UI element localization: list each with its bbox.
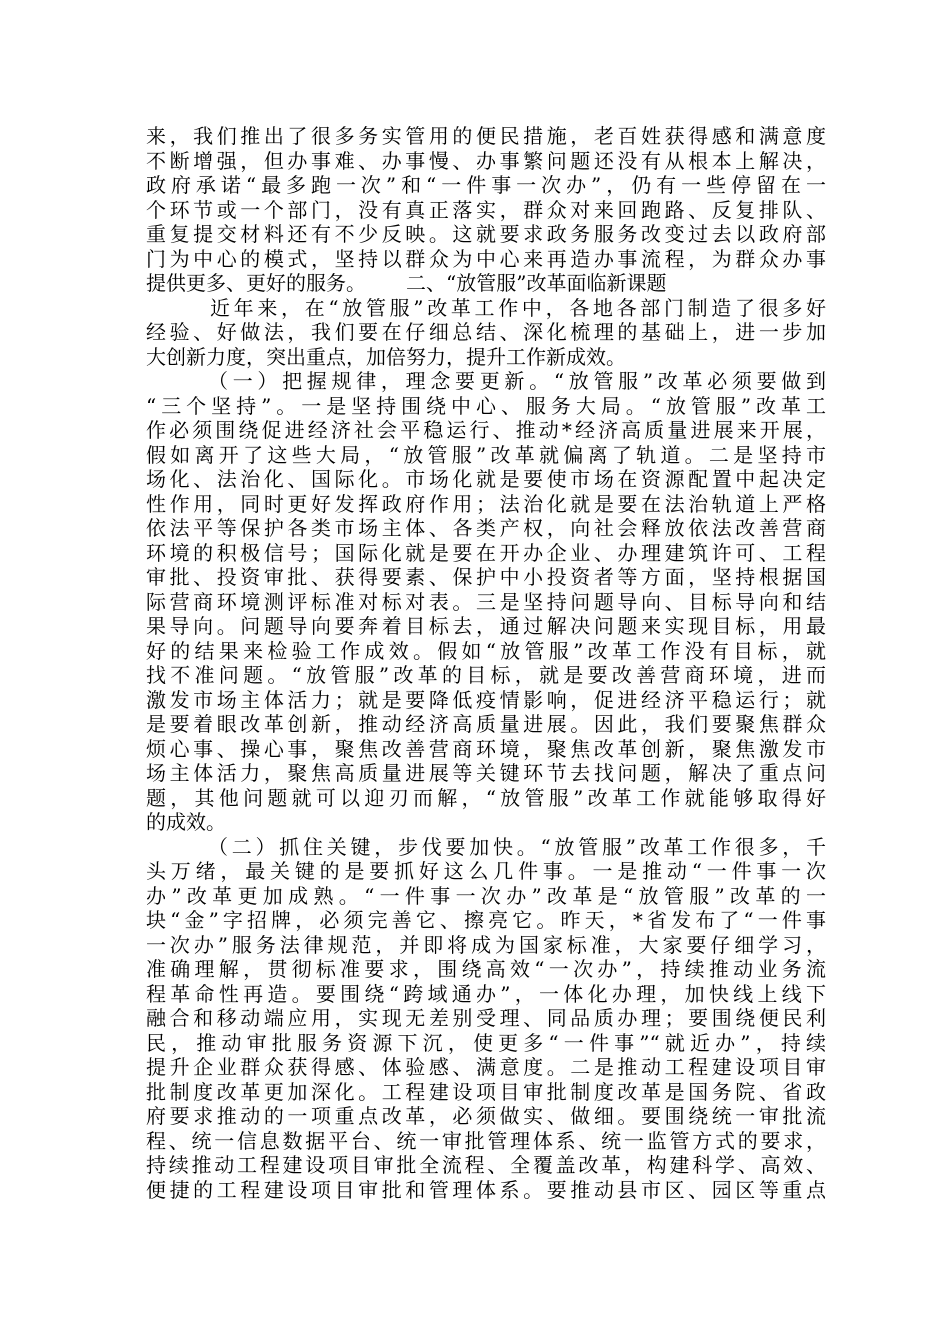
section-heading: 二、“放管服”改革面临新课题: [406, 271, 667, 295]
text-line: 一次办”服务法律规范，并即将成为国家标准，大家要仔细学习，: [146, 932, 826, 957]
text-line: 审批、投资审批、获得要素、保护中小投资者等方面，坚持根据国: [146, 565, 826, 589]
text-line: 批制度改革更加深化。工程建设项目审批制度改革是国务院、省政: [146, 1079, 826, 1104]
document-page: [146, 124, 826, 1202]
text-line: 场化、法治化、国际化。市场化就是要使市场在资源配置中起决定: [146, 467, 826, 491]
text-line: 好的结果来检验工作成效。假如“放管服”改革工作没有目标，就: [146, 638, 826, 663]
text-line: 办”改革更加成熟。“一件事一次办”改革是“放管服”改革的一: [146, 883, 826, 908]
text-line: 持续推动工程建设项目审批全流程、全覆盖改革，构建科学、高效、: [146, 1153, 826, 1177]
text-line: 程革命性再造。要围绕“跨域通办”，一体化办理，加快线上线下: [146, 981, 826, 1006]
text-line: 题，其他问题就可以迎刃而解，“放管服”改革工作就能够取得好: [146, 785, 826, 810]
text-line: 的成效。: [146, 810, 226, 834]
text-line: 准确理解，贯彻标准要求，围绕高效“一次办”，持续推动业务流: [146, 957, 826, 981]
text-line-with-heading: [146, 271, 826, 296]
text-line: 政府承诺“最多跑一次”和“一件事一次办”，仍有一些停留在一: [146, 173, 826, 197]
text-line: 大创新力度，突出重点，加倍努力，提升工作新成效。: [146, 344, 626, 369]
text-line: 烦心事、操心事，聚焦改善营商环境，聚焦改革创新，聚焦激发市: [146, 736, 826, 761]
text-line: 来，我们推出了很多务实管用的便民措施，老百姓获得感和满意度: [146, 124, 826, 148]
text-line: 假如离开了这些大局，“放管服”改革就偏离了轨道。二是坚持市: [146, 442, 826, 467]
text-line: 便捷的工程建设项目审批和管理体系。要推动县市区、园区等重点: [146, 1177, 826, 1202]
paragraph-new-challenges: [146, 296, 826, 370]
text-line: 经验、好做法，我们要在仔细总结、深化梳理的基础上，进一步加: [146, 320, 826, 344]
text-line: 融合和移动端应用，实现无差别受理、同品质办理；要围绕便民利: [146, 1006, 826, 1030]
text-line: 门为中心的模式，坚持以群众为中心来再造办事流程，为群众办事: [146, 246, 826, 271]
text-line: 不断增强，但办事难、办事慢、办事繁问题还没有从根本上解决，: [146, 148, 826, 173]
text-fragment: 提供更多、更好的服务。: [146, 271, 366, 295]
text-line: 际营商环境测评标准对标对表。三是坚持问题导向、目标导向和结: [146, 589, 826, 614]
text-line: “三个坚持”。一是坚持围绕中心、服务大局。“放管服”改革工: [146, 393, 826, 418]
text-line: 提升企业群众获得感、体验感、满意度。二是推动工程建设项目审: [146, 1055, 826, 1079]
text-line: 重复提交材料还有不少反映。这就要求政务服务改变过去以政府部: [146, 222, 826, 246]
text-line: （一）把握规律，理念要更新。“放管服”改革必须要做到: [208, 369, 826, 393]
text-line: 性作用，同时更好发挥政府作用；法治化就是要在法治轨道上严格: [146, 491, 826, 516]
text-line: 是要着眼改革创新，推动经济高质量进展。因此，我们要聚焦群众: [146, 712, 826, 736]
text-line: 块“金”字招牌，必须完善它、擦亮它。昨天，*省发布了“一件事: [146, 908, 826, 932]
text-line: 个环节或一个部门，没有真正落实，群众对来回跑路、反复排队、: [146, 197, 826, 222]
paragraph-grasp-rules: [146, 369, 826, 835]
text-line: 依法平等保护各类市场主体、各类产权，向社会释放依法改善营商: [146, 516, 826, 540]
text-line: 近年来，在“放管服”改革工作中，各地各部门制造了很多好: [210, 295, 826, 320]
text-line: 作必须围绕促进经济社会平稳运行、推动*经济高质量进展来开展，: [146, 418, 826, 442]
text-line: 激发市场主体活力；就是要降低疫情影响，促进经济平稳运行；就: [146, 687, 826, 712]
text-line: 民，推动审批服务资源下沉，使更多“一件事”“就近办”，持续: [146, 1030, 826, 1055]
paragraph-seize-key: [146, 835, 826, 1203]
text-line: （二）抓住关键，步伐要加快。“放管服”改革工作很多，千: [208, 834, 826, 859]
text-line: 找不准问题。“放管服”改革的目标，就是要改善营商环境，进而: [146, 663, 826, 687]
text-line: 果导向。问题导向要奔着目标去，通过解决问题来实现目标，用最: [146, 614, 826, 638]
text-line: 程、统一信息数据平台、统一审批管理体系、统一监管方式的要求，: [146, 1128, 826, 1153]
text-line: 场主体活力，聚焦高质量进展等关键环节去找问题，解决了重点问: [146, 761, 826, 785]
paragraph-intro-continuation: [146, 124, 826, 296]
text-line: 头万绪，最关键的是要抓好这么几件事。一是推动“一件事一次: [146, 859, 826, 883]
text-line: 府要求推动的一项重点改革，必须做实、做细。要围绕统一审批流: [146, 1104, 826, 1128]
text-line: 环境的积极信号；国际化就是要在开办企业、办理建筑许可、工程: [146, 540, 826, 565]
